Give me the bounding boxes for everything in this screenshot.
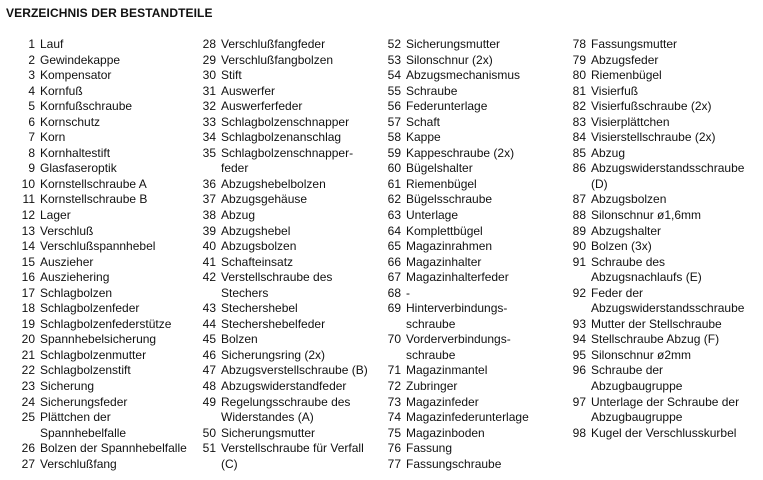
part-name: Schaft [406,114,441,129]
part-name: Kornschutz [40,114,101,129]
part-list-item [383,53,571,69]
part-name: Silonschnur ø2mm [591,347,692,362]
part-list-item [383,379,571,395]
part-name: Hinterverbindungs- schraube [406,301,508,331]
part-list-item [568,348,760,364]
part-list-item [198,68,380,84]
part-number: 16 [21,270,35,285]
part-list-item [383,441,571,457]
part-list-item [198,379,380,395]
part-number: 46 [202,347,216,362]
part-list-item [383,192,571,208]
part-name: Sicherungsfeder [40,394,128,409]
part-name: Kugel der Verschlusskurbel [591,425,737,440]
part-list-item [198,348,380,364]
part-list-item [198,130,380,146]
part-list-item [198,441,380,472]
part-name: Sicherung [40,379,95,394]
part-number: 78 [572,37,586,51]
part-number: 27 [21,456,35,471]
part-name: Glasfaseroptik [40,161,117,176]
part-list-item [383,177,571,193]
part-list-item [568,224,760,240]
part-name: Plättchen der Spannhebelfalle [40,410,127,440]
part-name: Schraube der Abzugbaugruppe [591,363,683,394]
part-number: 49 [202,394,216,409]
part-number: 50 [202,425,216,440]
part-number: 2 [28,52,35,67]
part-list-item [383,457,571,473]
page-title: VERZEICHNIS DER BESTANDTEILE [6,6,213,20]
part-list-item [383,68,571,84]
part-name: Magazinfederunterlage [406,410,529,425]
part-number: 55 [387,83,401,98]
part-list-item [383,161,571,177]
part-name: Magazinhalterfeder [406,270,509,285]
part-name: Auszieher [40,254,94,269]
part-number: 76 [387,441,401,456]
part-number: 66 [387,254,401,269]
part-list-item [568,99,760,115]
part-list-item [18,395,193,411]
part-list-item [198,426,380,442]
part-number: 70 [387,332,401,347]
part-number: 10 [21,176,35,191]
part-list-item [18,192,193,208]
part-name: Abzugsbolzen [221,239,297,254]
part-name: Kappeschraube (2x) [406,145,515,160]
part-number: 96 [572,363,586,378]
part-name: Kornhaltestift [40,145,111,160]
part-name: Riemenbügel [406,176,477,191]
part-number: 84 [572,130,586,145]
part-list-item [568,395,760,426]
parts-column-4 [568,37,760,441]
part-number: 95 [572,347,586,362]
part-name: Sicherungsring (2x) [221,347,326,362]
part-list-item [198,192,380,208]
part-name: Bolzen [221,332,258,347]
part-name: Verschlußspannhebel [40,239,156,254]
part-number: 47 [202,363,216,378]
part-list-item [568,37,760,53]
part-name: Kornstellschraube A [40,176,147,191]
part-number: 53 [387,52,401,67]
part-name: Bügelsschraube [406,192,493,207]
part-number: 74 [387,410,401,425]
part-list-item [18,177,193,193]
part-list-item [383,395,571,411]
part-number: 14 [21,239,35,254]
part-number: 59 [387,145,401,160]
part-list-item [568,255,760,286]
part-name: Bolzen der Spannhebelfalle [40,441,187,456]
part-name: Silonschnur ø1,6mm [591,208,702,223]
part-number: 19 [21,316,35,331]
part-name: Auswerfer [221,83,276,98]
part-name: Schlagbolzenfederstütze [40,316,172,331]
part-list-item [568,115,760,131]
part-list-item [198,395,380,426]
part-name: Verstellschraube des Stechers [221,270,333,300]
part-list-item [568,317,760,333]
part-number: 69 [387,301,401,316]
part-number: 40 [202,239,216,254]
part-number: 77 [387,456,401,471]
part-number: 5 [28,99,35,114]
part-number: 57 [387,114,401,129]
parts-column-2 [198,37,380,472]
part-name: Schlagbolzenstift [40,363,131,378]
part-list-item [18,161,193,177]
part-list-item [18,224,193,240]
part-name: Silonschnur (2x) [406,52,493,67]
part-name: Abzug [221,208,256,223]
part-list-item [568,68,760,84]
part-list-item [383,301,571,332]
part-number: 93 [572,316,586,331]
part-name: Lauf [40,37,64,51]
part-name: Kornstellschraube B [40,192,148,207]
part-name: Magazinfeder [406,394,479,409]
part-name: Abzug [591,145,626,160]
part-name: Fassungschraube [406,456,502,471]
part-list-item [18,53,193,69]
part-list-item [198,177,380,193]
part-name: Sicherungsmutter [221,425,316,440]
part-name: Magazinhalter [406,254,482,269]
part-list-item [383,239,571,255]
part-list-item [18,146,193,162]
part-name: Abzugsverstellschraube (B) [221,363,368,378]
part-number: 25 [21,410,35,425]
part-name: Korn [40,130,66,145]
part-list-item [198,270,380,301]
part-list-item [568,426,760,442]
part-list-item [383,410,571,426]
part-name: Stechershebelfeder [221,316,326,331]
part-list-item [18,84,193,100]
part-name: Abzugswiderstandfeder [221,379,347,394]
part-list-item [18,68,193,84]
part-number: 52 [387,37,401,51]
part-list-item [18,255,193,271]
part-number: 7 [28,130,35,145]
part-number: 71 [387,363,401,378]
part-number: 58 [387,130,401,145]
part-number: 97 [572,394,586,409]
part-name: Unterlage der Schraube der Abzugbaugruppe [591,394,740,425]
part-list-item [383,286,571,302]
part-number: 41 [202,254,216,269]
part-number: 42 [202,270,216,285]
part-list-item [18,99,193,115]
part-number: 13 [21,223,35,238]
part-list-item [383,208,571,224]
part-name: Kornfußschraube [40,99,133,114]
part-name: Zubringer [406,379,458,394]
part-number: 36 [202,176,216,191]
part-name: Kompensator [40,68,112,83]
part-number: 75 [387,425,401,440]
part-list-item [198,99,380,115]
part-number: 98 [572,425,586,440]
part-number: 18 [21,301,35,316]
part-name: Schlagbolzenschnapper- feder [221,145,354,176]
part-number: 22 [21,363,35,378]
part-number: 67 [387,270,401,285]
part-number: 56 [387,99,401,114]
part-list-item [568,161,760,192]
part-list-item [383,332,571,363]
part-name: Magazinrahmen [406,239,493,254]
part-number: 82 [572,99,586,114]
part-name: Regelungsschraube des Widerstandes (A) [221,394,351,425]
part-number: 38 [202,208,216,223]
part-name: Abzugshebelbolzen [221,176,326,191]
part-name: Schlagbolzen [40,285,113,300]
part-list-item [198,84,380,100]
part-name: Magazinboden [406,425,485,440]
part-number: 17 [21,285,35,300]
part-number: 87 [572,192,586,207]
part-name: Bügelshalter [406,161,473,176]
part-name: - [406,285,410,300]
part-number: 9 [28,161,35,176]
part-list-item [198,363,380,379]
part-name: Sicherungsmutter [406,37,501,51]
part-name: Verschlußfangfeder [221,37,326,51]
part-number: 23 [21,379,35,394]
part-number: 26 [21,441,35,456]
part-name: Abzugswiderstandsschraube (D) [591,161,745,191]
part-list-item [568,208,760,224]
part-name: Schlagbolzenschnapper [221,114,350,129]
parts-column-3 [383,37,571,472]
part-name: Riemenbügel [591,68,662,83]
parts-column-1 [18,37,193,472]
part-number: 43 [202,301,216,316]
part-name: Schraube [406,83,458,98]
part-list-item [383,426,571,442]
part-number: 60 [387,161,401,176]
part-name: Abzugsmechanismus [406,68,521,83]
part-name: Visierfußschraube (2x) [591,99,712,114]
part-name: Verstellschraube für Verfall (C) [221,441,364,471]
part-name: Verschlußfang [40,456,117,471]
part-name: Lager [40,208,71,223]
part-list-item [568,363,760,394]
part-list-item [18,410,193,441]
part-list-item [198,53,380,69]
part-number: 37 [202,192,216,207]
part-number: 79 [572,52,586,67]
part-name: Fassungsmutter [591,37,678,51]
part-list-item [198,115,380,131]
part-number: 21 [21,347,35,362]
part-number: 8 [28,145,35,160]
part-name: Kornfuß [40,83,83,98]
part-name: Mutter der Stellschraube [591,316,722,331]
part-name: Abzugsgehäuse [221,192,308,207]
part-number: 1 [28,37,35,51]
part-list-item [18,37,193,53]
part-name: Magazinmantel [406,363,488,378]
part-number: 68 [387,285,401,300]
part-number: 35 [202,145,216,160]
part-list-item [18,317,193,333]
part-name: Verschluß [40,223,94,238]
part-list-item [198,37,380,53]
part-number: 80 [572,68,586,83]
part-number: 45 [202,332,216,347]
part-list-item [568,130,760,146]
part-number: 31 [202,83,216,98]
part-name: Schlagbolzenmutter [40,347,147,362]
part-list-item [383,270,571,286]
part-list-item [18,379,193,395]
part-number: 15 [21,254,35,269]
part-number: 29 [202,52,216,67]
part-list-item [18,270,193,286]
part-number: 4 [28,83,35,98]
part-name: Schafteinsatz [221,254,294,269]
part-number: 32 [202,99,216,114]
part-list-item [18,301,193,317]
part-name: Kappe [406,130,441,145]
part-name: Schlagbolzenanschlag [221,130,342,145]
part-name: Schlagbolzenfeder [40,301,140,316]
part-name: Stift [221,68,242,83]
part-list-item [568,84,760,100]
part-number: 86 [572,161,586,176]
part-name: Fassung [406,441,453,456]
part-number: 90 [572,239,586,254]
part-number: 83 [572,114,586,129]
part-list-item [383,99,571,115]
part-name: Abzugsbolzen [591,192,667,207]
part-name: Unterlage [406,208,459,223]
part-list-item [18,115,193,131]
part-number: 39 [202,223,216,238]
part-list-item [568,332,760,348]
part-number: 51 [202,441,216,456]
part-list-item [18,363,193,379]
part-name: Stechershebel [221,301,298,316]
part-name: Feder der Abzugswiderstandsschraube [591,285,745,316]
part-list-item [383,115,571,131]
part-list-item [198,239,380,255]
part-list-item [383,37,571,53]
part-number: 24 [21,394,35,409]
part-list-item [18,239,193,255]
part-name: Gewindekappe [40,52,121,67]
part-list-item [18,130,193,146]
part-number: 85 [572,145,586,160]
part-list-item [568,146,760,162]
part-number: 44 [202,316,216,331]
part-list-item [18,286,193,302]
part-list-item [383,363,571,379]
part-number: 94 [572,332,586,347]
part-name: Federunterlage [406,99,488,114]
part-list-item [198,208,380,224]
part-name: Abzugsfeder [591,52,659,67]
part-list-item [383,224,571,240]
part-name: Ausziehering [40,270,110,285]
part-list-item [198,224,380,240]
part-name: Abzugshebel [221,223,291,238]
part-list-item [383,130,571,146]
part-number: 91 [572,254,586,269]
part-list-item [18,441,193,457]
part-name: Visierfuß [591,83,639,98]
part-number: 73 [387,394,401,409]
part-list-item [568,192,760,208]
part-name: Visierstellschraube (2x) [591,130,716,145]
part-number: 11 [22,192,35,207]
part-number: 64 [387,223,401,238]
part-number: 3 [28,68,35,83]
part-name: Bolzen (3x) [591,239,652,254]
part-list-item [198,317,380,333]
part-number: 30 [202,68,216,83]
part-number: 89 [572,223,586,238]
part-number: 65 [387,239,401,254]
part-number: 34 [202,130,216,145]
part-list-item [198,146,380,177]
part-number: 6 [28,114,35,129]
part-list-item [18,348,193,364]
part-list-item [383,146,571,162]
part-number: 48 [202,379,216,394]
part-number: 88 [572,208,586,223]
part-list-item [568,53,760,69]
part-name: Visierplättchen [591,114,670,129]
part-number: 62 [387,192,401,207]
part-number: 33 [202,114,216,129]
part-name: Stellschraube Abzug (F) [591,332,720,347]
part-number: 63 [387,208,401,223]
part-name: Vorderverbindungs- schraube [406,332,511,362]
part-list-item [198,301,380,317]
part-number: 28 [202,37,216,51]
part-list-item [198,332,380,348]
part-list-item [18,457,193,473]
part-list-item [18,332,193,348]
part-name: Auswerferfeder [221,99,303,114]
part-number: 61 [387,176,401,191]
part-number: 20 [21,332,35,347]
part-list-item [568,239,760,255]
part-number: 72 [387,379,401,394]
part-number: 54 [387,68,401,83]
part-name: Abzugshalter [591,223,662,238]
part-name: Verschlußfangbolzen [221,52,334,67]
part-name: Spannhebelsicherung [40,332,157,347]
part-number: 12 [21,208,35,223]
part-name: Komplettbügel [406,223,483,238]
part-list-item [568,286,760,317]
part-list-item [383,255,571,271]
part-name: Schraube des Abzugsnachlaufs (E) [591,254,702,285]
part-list-item [198,255,380,271]
part-list-item [383,84,571,100]
part-number: 92 [572,285,586,300]
part-list-item [18,208,193,224]
part-number: 81 [572,83,586,98]
